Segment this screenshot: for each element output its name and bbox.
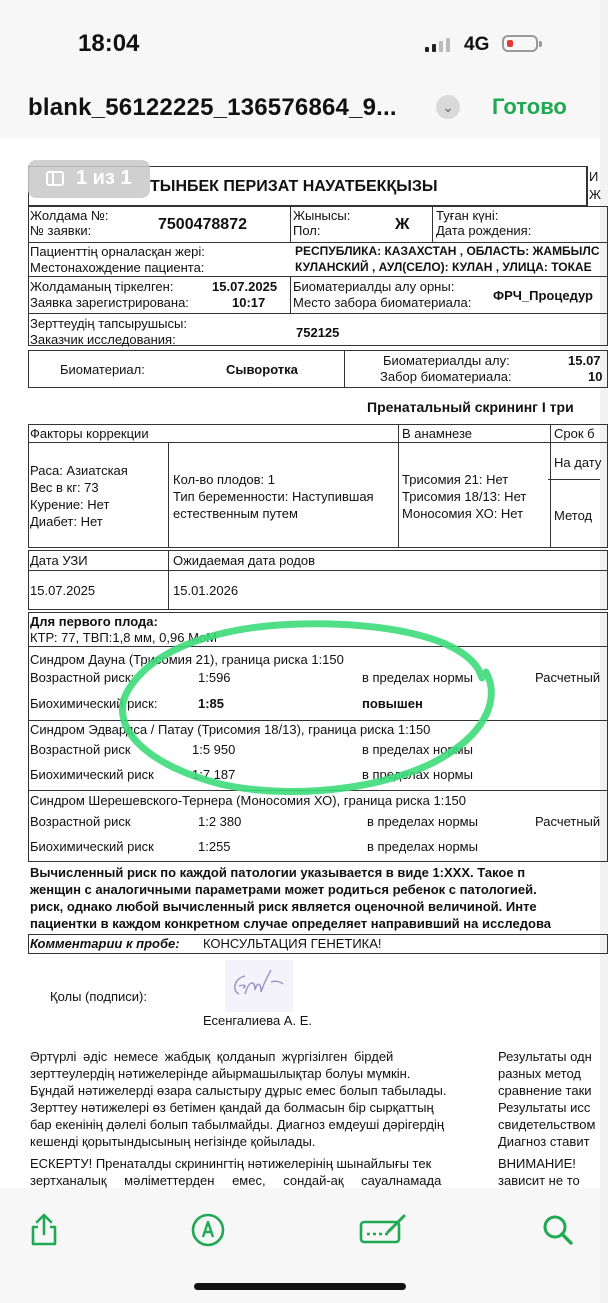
down-bio-status: повышен bbox=[362, 696, 423, 711]
share-icon[interactable] bbox=[24, 1210, 64, 1250]
location-ru: Местонахождение пациента: bbox=[30, 260, 205, 275]
trisomy18: Трисомия 18/13: Нет bbox=[402, 489, 527, 504]
ktr-line: КТР: 77, ТВП:1,8 мм, 0,96 МоМ bbox=[30, 630, 218, 645]
fetus-count: Кол-во плодов: 1 bbox=[173, 472, 275, 487]
us-date: 15.07.2025 bbox=[30, 583, 96, 598]
edwards-age-value: 1:5 950 bbox=[192, 742, 236, 757]
race: Раса: Азиатская bbox=[30, 463, 128, 478]
order-no-kz: Жолдама №: bbox=[30, 208, 109, 223]
header-cut-2: Ж bbox=[589, 187, 602, 202]
kz-para-6: кешенді қорытындысының негізінде қойылады. bbox=[30, 1134, 316, 1149]
term-header: Срок б bbox=[554, 426, 595, 441]
note-line-4: пациентки в каждом конкретном случае определяет направивший на исследова bbox=[30, 916, 551, 931]
anamnesis-header: В анамнезе bbox=[402, 426, 473, 441]
sex-value: Ж bbox=[395, 216, 410, 233]
turner-age-status: в пределах нормы bbox=[367, 814, 478, 829]
turner-age-label: Возрастной риск bbox=[30, 814, 131, 829]
chevron-down-icon[interactable]: ⌄ bbox=[436, 95, 460, 119]
battery-icon bbox=[502, 35, 538, 52]
down-age-label: Возрастной риск: bbox=[30, 670, 135, 685]
markup-icon[interactable] bbox=[188, 1210, 228, 1250]
edwards-bio-status: в пределах нормы bbox=[362, 767, 473, 782]
on-date: На дату bbox=[554, 455, 602, 470]
signature-icon[interactable] bbox=[358, 1210, 408, 1250]
page-indicator: 1 из 1 bbox=[28, 160, 150, 198]
location-kz: Пациенттің орналасқан жері: bbox=[30, 244, 205, 259]
biomaterial-value: Сыворотка bbox=[226, 362, 298, 377]
down-bio-value: 1:85 bbox=[198, 696, 225, 711]
done-button[interactable]: Готово bbox=[492, 94, 567, 119]
collection-kz: Биоматериалды алу: bbox=[383, 353, 510, 368]
edwards-age-label: Возрастной риск bbox=[30, 742, 131, 757]
patient-name: ТЫНБЕК ПЕРИЗАТ НАУАТБЕКҚЫЗЫ bbox=[150, 178, 438, 195]
search-icon[interactable] bbox=[538, 1210, 578, 1250]
pregnancy-type-2: естественным путем bbox=[173, 506, 298, 521]
weight: Вес в кг: 73 bbox=[30, 480, 99, 495]
calc-label-1: Расчетный bbox=[535, 670, 601, 685]
comment-value: КОНСУЛЬТАЦИЯ ГЕНЕТИКА! bbox=[203, 936, 382, 951]
collection-ru: Забор биоматериала: bbox=[380, 369, 512, 384]
monosomy: Моносомия ХО: Нет bbox=[402, 506, 524, 521]
turner-bio-label: Биохимический риск bbox=[30, 839, 154, 854]
header-cut-1: И bbox=[589, 169, 599, 184]
file-title[interactable]: blank_56122225_136576864_9... bbox=[28, 94, 397, 121]
registered-ru: Заявка зарегистрирована: bbox=[30, 295, 189, 310]
due-date-label: Ожидаемая дата родов bbox=[173, 553, 316, 568]
kz-warn-2: зертханалық мәліметтерден емес, сондай-ақ сауалнамада bbox=[30, 1173, 442, 1188]
location-value-2: КУЛАНСКИЙ , АУЛ(СЕЛО): КУЛАН , УЛИЦА: ТОКАЕ bbox=[295, 260, 592, 274]
turner-bio-status: в пределах нормы bbox=[367, 839, 478, 854]
status-bar bbox=[0, 0, 600, 90]
edwards-title: Синдром Эдвардса / Патау (Трисомия 18/13), граница риска 1:150 bbox=[30, 722, 431, 737]
ru-para-5: свидетельством bbox=[498, 1117, 596, 1132]
turner-title: Синдром Шерешевского-Тернера (Моносомия ХО), граница риска 1:150 bbox=[30, 793, 467, 808]
edwards-age-status: в пределах нормы bbox=[362, 742, 473, 757]
diabetes: Диабет: Нет bbox=[30, 514, 103, 529]
location-value-1: РЕСПУБЛИКА: КАЗАХСТАН , ОБЛАСТЬ: ЖАМБЫЛС bbox=[295, 244, 600, 258]
dates-table bbox=[28, 550, 608, 610]
registered-date: 15.07.2025 bbox=[212, 279, 278, 294]
trisomy21: Трисомия 21: Нет bbox=[402, 472, 509, 487]
signature-image bbox=[225, 960, 293, 1012]
ru-para-2: разных метод bbox=[498, 1066, 581, 1081]
registered-kz: Жолдаманың тіркелген: bbox=[30, 279, 174, 294]
down-bio-label: Биохимический риск: bbox=[30, 696, 158, 711]
comment-label: Комментарии к пробе: bbox=[30, 936, 180, 951]
turner-bio-value: 1:255 bbox=[198, 839, 231, 854]
down-age-value: 1:596 bbox=[198, 670, 231, 685]
registered-time: 10:17 bbox=[232, 295, 266, 310]
due-date: 15.01.2026 bbox=[173, 583, 239, 598]
smoking: Курение: Нет bbox=[30, 497, 110, 512]
biomaterial-label: Биоматериал: bbox=[60, 362, 145, 377]
note-line-1: Вычисленный риск по каждой патологии указывается в виде 1:ХХХ. Такое п bbox=[30, 865, 526, 880]
kz-para-1: Әртүрлі әдіс немесе жабдық қолданып жүргізілген бірдей bbox=[30, 1049, 394, 1064]
turner-age-value: 1:2 380 bbox=[198, 814, 242, 829]
birth-kz: Туған күні: bbox=[436, 208, 499, 223]
ru-para-4: Результаты исс bbox=[498, 1100, 591, 1115]
ru-warn-2: зависит не то bbox=[498, 1173, 580, 1188]
network-type: 4G bbox=[464, 34, 490, 55]
kz-para-5: бар екенінің дәлелі болып табылмайды. Диагноз емдеуші дәрігердің bbox=[30, 1117, 445, 1132]
us-date-label: Дата УЗИ bbox=[30, 553, 88, 568]
ru-para-3: сравнение таки bbox=[498, 1083, 592, 1098]
method: Метод bbox=[554, 508, 593, 523]
ru-para-1: Результаты одн bbox=[498, 1049, 592, 1064]
customer-ru: Заказчик исследования: bbox=[30, 332, 176, 347]
sex-ru: Пол: bbox=[293, 223, 321, 238]
order-no-ru: № заявки: bbox=[30, 223, 92, 238]
calc-label-2: Расчетный bbox=[535, 814, 601, 829]
status-time: 18:04 bbox=[78, 30, 140, 57]
ru-para-6: Диагноз ставит bbox=[498, 1134, 590, 1149]
signature-label: Қолы (подписи): bbox=[50, 989, 147, 1004]
down-title: Синдром Дауна (Трисомия 21), граница риска 1:150 bbox=[30, 652, 344, 667]
signal-icon bbox=[425, 36, 450, 52]
birth-ru: Дата рождения: bbox=[436, 223, 532, 238]
sample-place-kz: Биоматериалды алу орны: bbox=[293, 279, 455, 294]
sample-place-ru: Место забора биоматериала: bbox=[293, 295, 472, 310]
kz-warn-1: ЕСКЕРТУ! Пренаталды скринингтің нәтижелерінің шынайлығы тек bbox=[30, 1156, 432, 1171]
note-line-2: женщин с аналогичными параметрами может родиться ребенок с патологией. bbox=[30, 882, 537, 897]
kz-para-3: Бұндай нәтижелерді өзара салыстыру дұрыс емес болып табылады. bbox=[30, 1083, 447, 1098]
kz-para-4: Зерттеу нәтижелері өз бетімен қандай да болмасын бір сырқаттың bbox=[30, 1100, 434, 1115]
order-no-value: 7500478872 bbox=[158, 216, 247, 233]
title-bar bbox=[0, 90, 600, 138]
home-indicator bbox=[194, 1283, 406, 1290]
pregnancy-type-1: Тип беременности: Наступившая bbox=[173, 489, 374, 504]
note-line-3: риск, однако любой вычисленный риск является оценочной величиной. Инте bbox=[30, 899, 537, 914]
sidebar-icon bbox=[46, 171, 64, 186]
collection-time: 10 bbox=[588, 369, 603, 384]
correction-header: Факторы коррекции bbox=[30, 426, 149, 441]
down-age-status: в пределах нормы bbox=[362, 670, 473, 685]
screening-title: Пренатальный скрининг I три bbox=[367, 399, 574, 415]
signer-name: Есенгалиева А. Е. bbox=[203, 1013, 312, 1028]
customer-value: 752125 bbox=[296, 325, 340, 340]
collection-date: 15.07 bbox=[568, 353, 601, 368]
customer-kz: Зерттеудің тапсырушысы: bbox=[30, 316, 187, 331]
kz-para-2: зерттеулердің нәтижелерінде айырмашылықтар болуы мүмкін. bbox=[30, 1066, 411, 1081]
sex-kz: Жынысы: bbox=[293, 208, 351, 223]
ru-warn-1: ВНИМАНИЕ! bbox=[498, 1156, 576, 1171]
sample-place-value: ФРЧ_Процедур bbox=[493, 288, 593, 303]
edwards-bio-label: Биохимический риск bbox=[30, 767, 154, 782]
document-page[interactable] bbox=[0, 138, 603, 1188]
edwards-bio-value: 1:7 187 bbox=[192, 767, 236, 782]
first-fetus: Для первого плода: bbox=[30, 614, 158, 629]
